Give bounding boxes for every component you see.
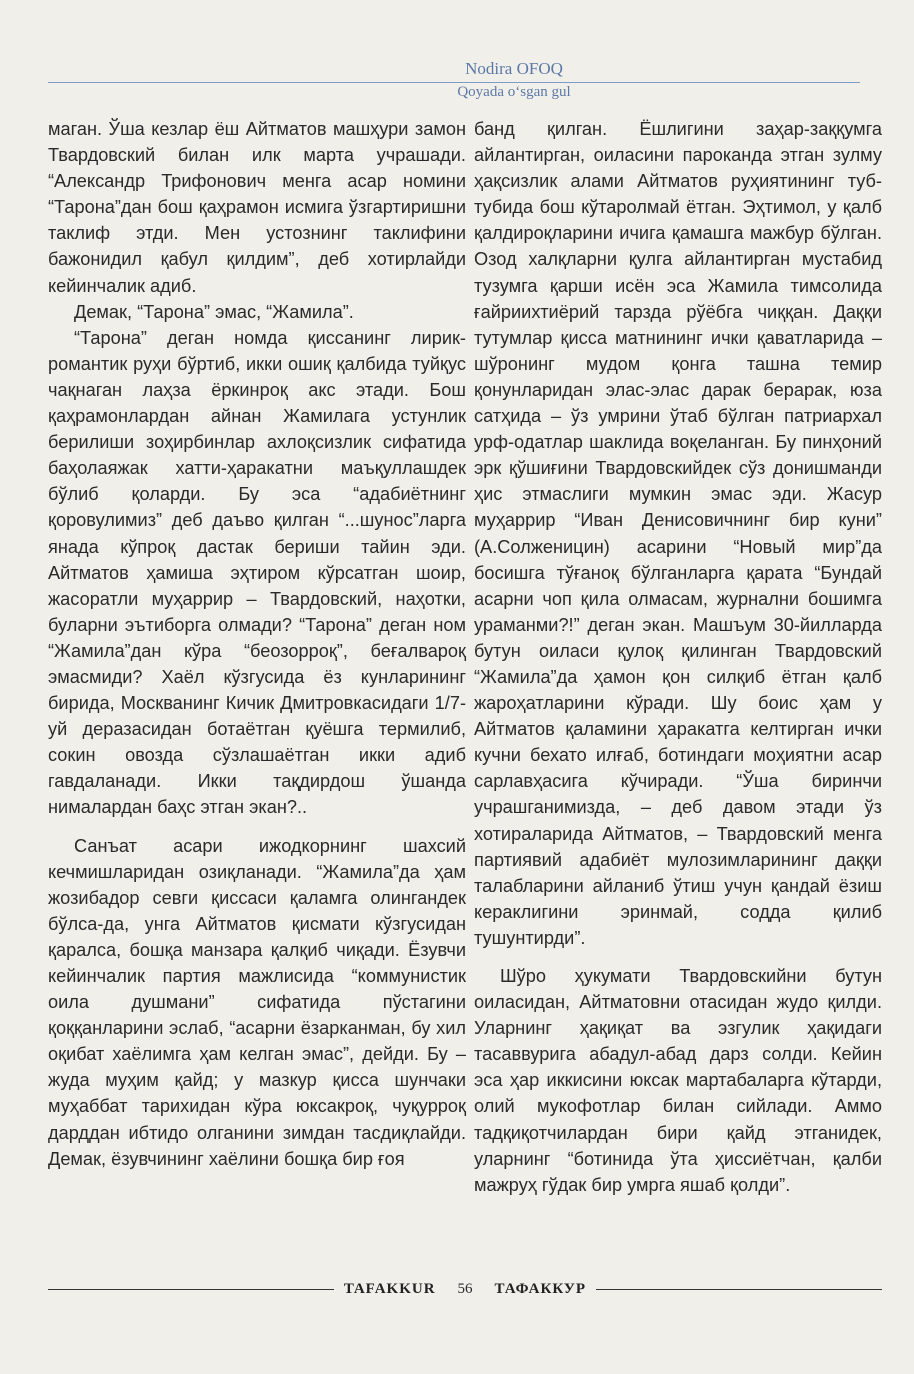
paragraph: “Тарона” деган номда қиссанинг лирик-романтик руҳи бўртиб, икки ошиқ қалбида туйқус чақнаган лаҳза ёркинроқ акс этади. Бош қаҳрамонлардан айнан Жамилага устунлик берилиши зоҳирбинлар ахлоқсизлик сифатида баҳолаяжак хатти-ҳаракатни маъқуллашдек бўлиб қоларди. Бу эса “адабиётнинг қоровулимиз” деб даъво қилган “...шунос”ларга янада кўпроқ дастак бериши тайин эди. Айтматов ҳамиша эҳтиром кўрсатган шоир, жасоратли муҳаррир – Твардовский, наҳотки, буларни эътиборга олмади? “Тарона” деган ном “Жамила”дан кўра “беозорроқ”, беғалвароқ эмасмиди? Хаёл кўзгусида ёз кунларининг бирида, Москванинг Кичик Дмитровкасидаги 1/7-уй деразасидан ботаётган қуёшга термилиб, сокин овозда сўзлашаётган икки адиб гавдаланади. Икки тақдирдош ўшанда нималардан баҳс этган экан?.. bbox=[48, 327, 466, 818]
paragraph: Демак, “Тарона” эмас, “Жамила”. bbox=[74, 301, 354, 322]
page-footer bbox=[48, 1279, 882, 1299]
paragraph: Шўро ҳукумати Твардовскийни бутун оиласидан, Айтматовни отасидан жудо қилди. Уларнинг ҳақиқат ва эзгулик ҳақидаги тасаввурига абадул-абад дарз солди. Кейин эса ҳар иккисини юксак мартабаларга кўтарди, олий мукофотлар билан сийлади. Аммо тадқиқотчилардан бири қайд этганидек, уларнинг “ботинида ўта ҳиссиётчан, қалби мажруҳ гўдак бир умрга яшаб қолди”. bbox=[474, 966, 882, 1195]
page-number: 56 bbox=[457, 1280, 473, 1297]
paragraph: Санъат асари ижодкорнинг шахсий кечмишларидан озиқланади. “Жамила”да ҳам жозибадор севги қиссаси қаламга олингандек бўлса-да, унга Айтматов қисмати кўзгусидан қаралса, бошқа манзара қалқиб чиқади. Ёзувчи кейинчалик партия мажлисида “коммунистик оила душмани” сифатида пўстагини қоққанларини эслаб, “асарни ёзарканман, бу хил оқибат хаёлимга ҳам келган эмас”, дейди. Бу – жуда муҳим қайд; у мазкур қисса шунчаки муҳаббат тарихидан кўра юксакроқ, чуқурроқ дарддан ибтидо олганини зимдан тасдиқлайди. Демак, ёзувчининг хаёлини бошқа бир ғоя bbox=[48, 835, 466, 1169]
magazine-name-cyrillic: ТАФАККУР bbox=[494, 1280, 587, 1297]
page-header bbox=[48, 58, 860, 101]
paragraph: банд қилган. Ёшлигини заҳар-заққумга айлантирган, оиласини пароканда этган зулму ҳақсизлик алами Айтматов руҳиятининг туб-тубида бош кўтаролмай ётган. Эҳтимол, у қалб қалдироқларини ичига қамашга мажбур бўлган. Озод халқларни қулга айлантирган мустабид тузумга қарши исён эса Жамила тимсолида ғайриихтиёрий тарзда рўёбга чиққан. Даққи тутумлар қисса матнининг ички қаватларида – шўронинг мудом қонга ташна темир қонунларидан элас-элас дарак берарак, юза сатҳида – ўз умрини ўтаб бўлган патриархал урф-одатлар шаклида воқеланган. Бу пинҳоний эрк қўшиғини Твардовскийдек сўз донишманди ҳис этмаслиги мумкин эмас эди. Жасур муҳаррир “Иван Денисовичнинг бир куни” (А.Солженицин) асарини “Новый мир”да босишга тўғаноқ бўлганларга қарата “Бундай асарни чоп қила олмасам, журнални бошимга ураманми?!” деган экан. Машъум 30-йилларда бутун оиласи қулоқ қилинган Твардовский “Жамила”да ҳамон қон силқиб ётган қалб жароҳатларини кўради. Шу боис ҳам у Айтматов қаламини ҳаракатга келтирган ички кучни бехато илғаб, ботиндаги моҳиятни асар сарлавҳасига кўчиради. “Ўша биринчи учрашганимизда, – деб давом этади ўз хотираларида Айтматов, – Твардовский менга партиявий адабиёт мулозимларининг даққи талабларини айланиб ўтиш учун қандай ёзиш кераклигини эринмай, содда қилиб тушунтирди”. bbox=[474, 119, 882, 948]
magazine-name-latin: TAFAKKUR bbox=[343, 1280, 436, 1297]
paragraph: маган. Ўша кезлар ёш Айтматов машҳури замон Твардовский билан илк марта учрашади. “Александр Трифонович менга асар номини “Тарона”дан бош қаҳрамон исмига ўзгартиришни таклиф этди. Мен устознинг таклифини бажонидил қабул қилдим”, деб хотирлайди кейинчалик адиб. bbox=[48, 119, 466, 296]
author-name: Nodira OFOQ bbox=[465, 59, 563, 78]
footer-rule-left bbox=[48, 1289, 334, 1290]
article-title: Qoyada o‘sgan gul bbox=[457, 84, 571, 100]
right-column bbox=[474, 116, 882, 1198]
footer-rule-right bbox=[596, 1289, 882, 1290]
left-column bbox=[48, 116, 466, 1172]
